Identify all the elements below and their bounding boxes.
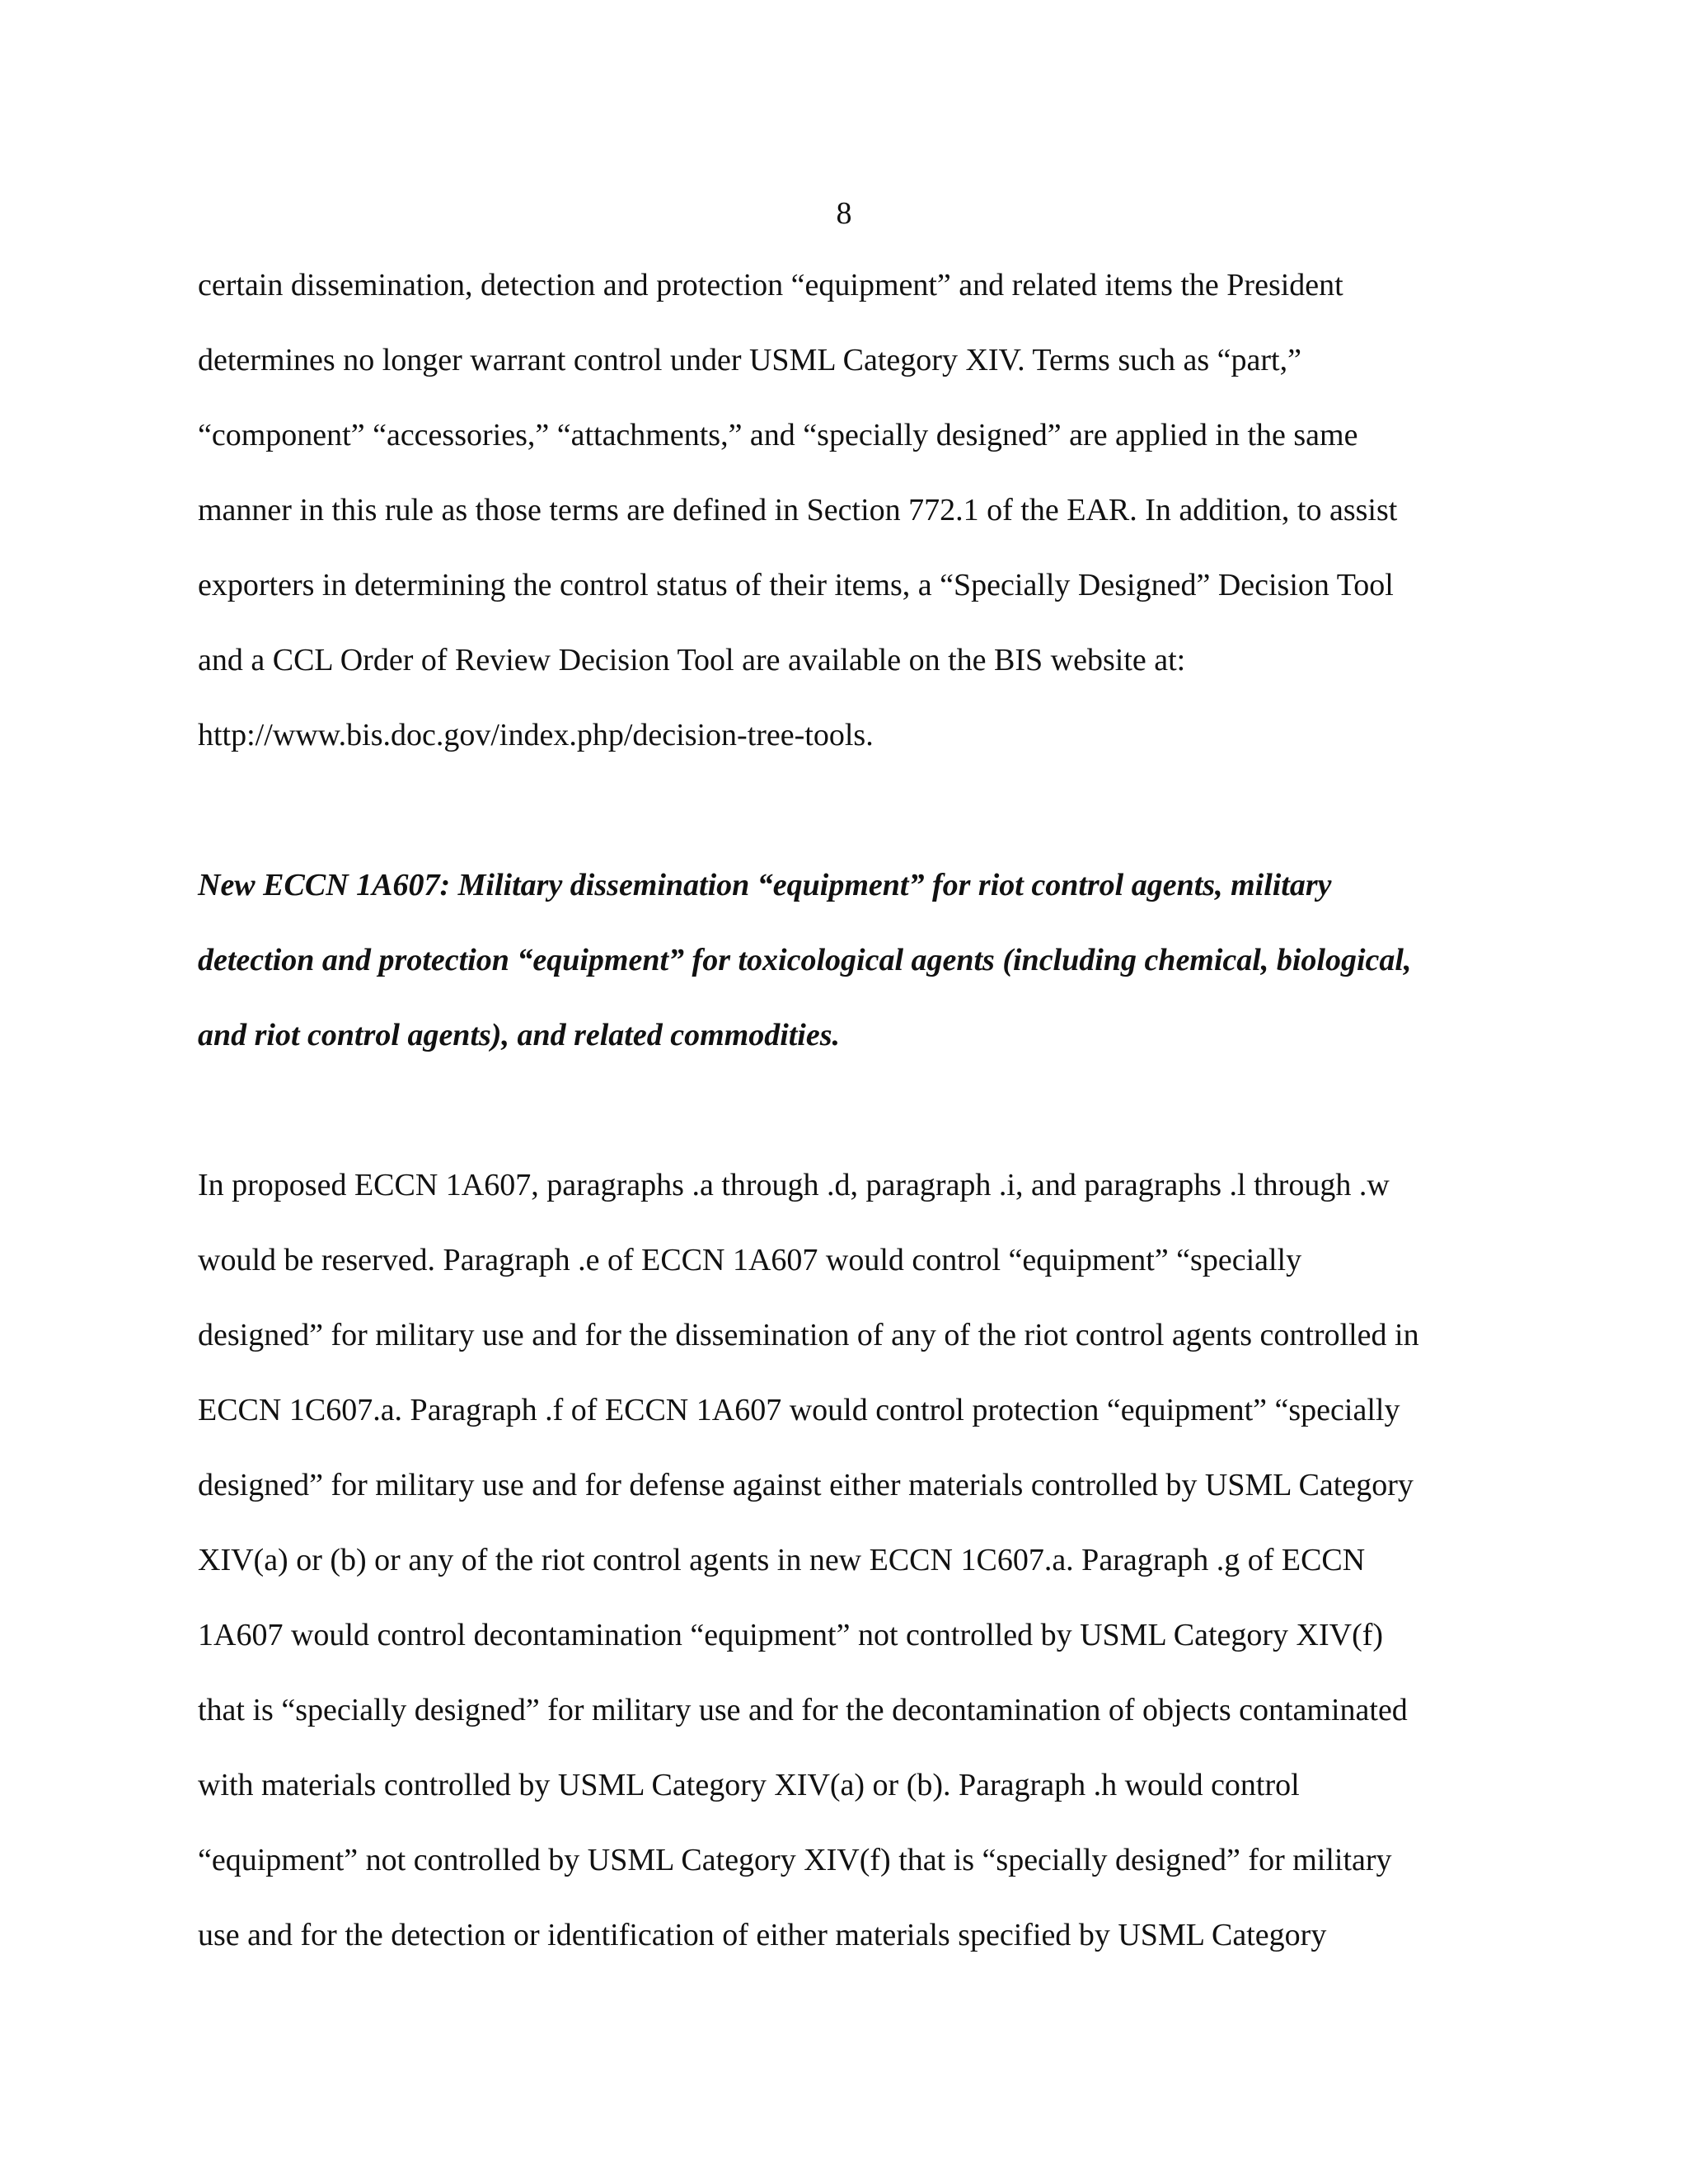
body-line: designed” for military use and for the dissemination of any of the riot control agents controlled in [198,1318,1419,1352]
body-line: with materials controlled by USML Category XIV(a) or (b). Paragraph .h would control [198,1768,1300,1802]
heading-line: and riot control agents), and related commodities. [198,1018,841,1052]
intro-line: exporters in determining the control status of their items, a “Specially Designed” Decision Tool [198,568,1394,602]
intro-line: determines no longer warrant control under USML Category XIV. Terms such as “part,” [198,343,1301,377]
body-line: “equipment” not controlled by USML Category XIV(f) that is “specially designed” for military [198,1843,1392,1877]
body-line: use and for the detection or identification of either materials specified by USML Category [198,1918,1327,1952]
intro-line: manner in this rule as those terms are defined in Section 772.1 of the EAR. In addition, to assist [198,493,1398,527]
heading-line: New ECCN 1A607: Military dissemination “equipment” for riot control agents, military [198,868,1332,902]
page-number: 8 [836,196,852,231]
body-line: 1A607 would control decontamination “equipment” not controlled by USML Category XIV(f) [198,1618,1384,1652]
body-line: ECCN 1C607.a. Paragraph .f of ECCN 1A607 would control protection “equipment” “specially [198,1393,1400,1427]
body-line: XIV(a) or (b) or any of the riot control agents in new ECCN 1C607.a. Paragraph .g of ECCN [198,1543,1366,1577]
heading-line: detection and protection “equipment” for toxicological agents (including chemical, biological, [198,943,1412,977]
intro-line: certain dissemination, detection and protection “equipment” and related items the President [198,268,1343,302]
intro-line: and a CCL Order of Review Decision Tool are available on the BIS website at: [198,643,1186,677]
body-line: would be reserved. Paragraph .e of ECCN 1A607 would control “equipment” “specially [198,1243,1302,1277]
intro-line: http://www.bis.doc.gov/index.php/decision-tree-tools. [198,718,874,752]
body-line: that is “specially designed” for military use and for the decontamination of objects contaminated [198,1693,1408,1727]
body-line: designed” for military use and for defense against either materials controlled by USML Category [198,1468,1414,1502]
intro-line: “component” “accessories,” “attachments,” and “specially designed” are applied in the same [198,418,1358,452]
body-line: In proposed ECCN 1A607, paragraphs .a through .d, paragraph .i, and paragraphs .l through .w [198,1168,1390,1202]
